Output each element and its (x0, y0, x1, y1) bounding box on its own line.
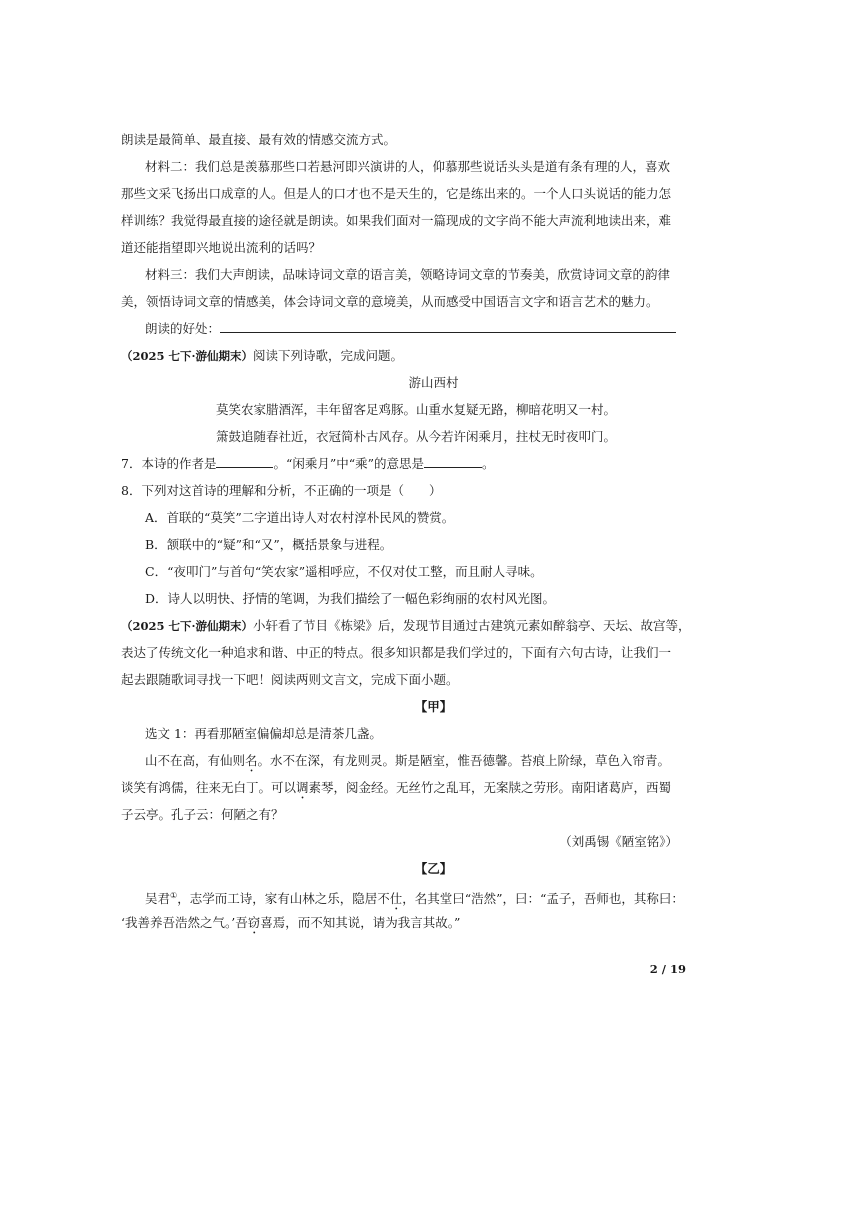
material2-line4: 道还能指望即兴地说出流利的话吗？ (121, 240, 322, 255)
poem-line1: 莫笑农家腊酒浑，丰年留客足鸡豚。山重水复疑无路，柳暗花明又一村。 (216, 402, 617, 417)
q8-option-c[interactable]: C．“夜叩门”与首句“笑农家”遥相呼应，不仅对仗工整，而且耐人寻味。 (145, 564, 543, 579)
poem-intro-text: 阅读下列诗歌，完成问题。 (253, 348, 404, 363)
passage-intro-source: （2025 七下·游仙期末） (121, 619, 254, 633)
benefit-answer-line (145, 320, 676, 338)
jia-emphasis-ming: 名 (245, 753, 258, 768)
benefit-answer-blank[interactable] (220, 320, 676, 333)
jia-line2 (121, 779, 671, 802)
yi-line2-part1: ‘我善养吾浩然之气。’吾 (121, 915, 248, 930)
q7-text-c: 。 (482, 456, 495, 471)
material2-line3: 样训练？我觉得最直接的途径就是朗读。如果我们面对一篇现成的文字尚不能大声流利地读出来，难 (121, 213, 672, 228)
q8-option-b[interactable]: B．颔联中的“疑”和“又”，概括景象与进程。 (145, 537, 393, 552)
jia-emphasis-tiao: 调 (296, 780, 309, 795)
passage-intro-line3: 起去跟随歌词寻找一下吧！阅读两则文言文，完成下面小题。 (121, 672, 459, 687)
jia-line1 (145, 752, 670, 775)
material3-line2: 美，领悟诗词文章的情感美，体会诗词文章的意境美，从而感受中国语言文字和语言艺术的魅力。 (121, 294, 659, 309)
material1-tail: 朗读是最简单、最直接、最有效的情感交流方式。 (121, 132, 397, 147)
question-7 (121, 455, 495, 473)
yi-line1 (145, 887, 684, 913)
q8-stem: 8．下列对这首诗的理解和分析，不正确的一项是（ ） (121, 483, 442, 498)
poem-title: 游山西村 (408, 375, 459, 390)
q7-text-b: 。“闲乘月”中“乘”的意思是 (273, 456, 425, 471)
material3-line1: 材料三：我们大声朗读，品味诗词文章的语言美，领略诗词文章的节奏美，欣赏诗词文章的韵律 (145, 267, 671, 282)
q7-meaning-blank[interactable] (424, 455, 482, 468)
jia-line2-part1: 谈笑有鸿儒，往来无白丁。可以 (121, 780, 297, 795)
yi-heading: 【乙】 (414, 861, 453, 876)
material2-line1: 材料二：我们总是羡慕那些口若悬河即兴演讲的人，仰慕那些说话头头是道有条有理的人，喜欢 (145, 159, 671, 174)
jia-heading: 【甲】 (414, 699, 453, 714)
passage-intro-text: 小轩看了节目《栋梁》后，发现节目通过古建筑元素如醉翁亭、天坛、故宫等， (253, 618, 691, 633)
q8-option-d[interactable]: D．诗人以明快、抒情的笔调，为我们描绘了一幅色彩绚丽的农村风光图。 (145, 591, 556, 606)
jia-line1-part3: 。水不在深，有龙则灵。斯是陋室，惟吾德馨。苔痕上阶绿，草色入帘青。 (257, 753, 671, 768)
jia-line2-part3: 素琴，阅金经。无丝竹之乱耳，无案牍之劳形。南阳诸葛庐，西蜀 (308, 780, 672, 795)
q8-option-a[interactable]: A．首联的“莫笑”二字道出诗人对农村淳朴民风的赞赏。 (145, 510, 455, 525)
yi-line2 (121, 914, 460, 937)
passage-intro-line2: 表达了传统文化一种追求和谐、中正的特点。很多知识都是我们学过的，下面有六句古诗，让我们一 (121, 645, 672, 660)
jia-subtitle: 选文 1：再看那陋室偏偏却总是清茶几盏。 (145, 726, 382, 741)
poem-intro-source: （2025 七下·游仙期末） (121, 349, 254, 363)
yi-line1-part5: ，名其堂曰“浩然”，曰：“孟子，吾师也，其称曰： (402, 891, 684, 907)
page-number: 2 / 19 (649, 962, 686, 976)
benefit-label: 朗读的好处： (145, 321, 221, 336)
yi-emphasis-qie: 窃 (247, 915, 261, 930)
jia-line3: 子云亭。孔子云：何陋之有？ (121, 807, 284, 822)
passage-intro-line1 (121, 617, 691, 635)
footnote-marker: ① (170, 891, 178, 900)
yi-line2-part3: 喜焉，而不知其说，请为我言其故。” (260, 915, 461, 930)
yi-line1-part3: ，志学而工诗，家有山林之乐，隐居不 (177, 891, 390, 907)
poem-intro (121, 347, 403, 365)
material2-line2: 那些文采飞扬出口成章的人。但是人的口才也不是天生的，它是练出来的。一个人口头说话的能力怎 (121, 186, 672, 201)
yi-emphasis-shi: 仕 (389, 891, 403, 907)
jia-line1-part1: 山不在高，有仙则 (145, 753, 246, 768)
yi-line1-part1: 吴君 (145, 891, 171, 907)
q7-text-a: 7．本诗的作者是 (121, 456, 217, 471)
q7-author-blank[interactable] (216, 455, 273, 468)
poem-line2: 箫鼓追随春社近，衣冠简朴古风存。从今若许闲乘月，拄杖无时夜叩门。 (216, 429, 617, 444)
jia-attribution: （刘禹锡《陋室铭》） (559, 834, 678, 849)
